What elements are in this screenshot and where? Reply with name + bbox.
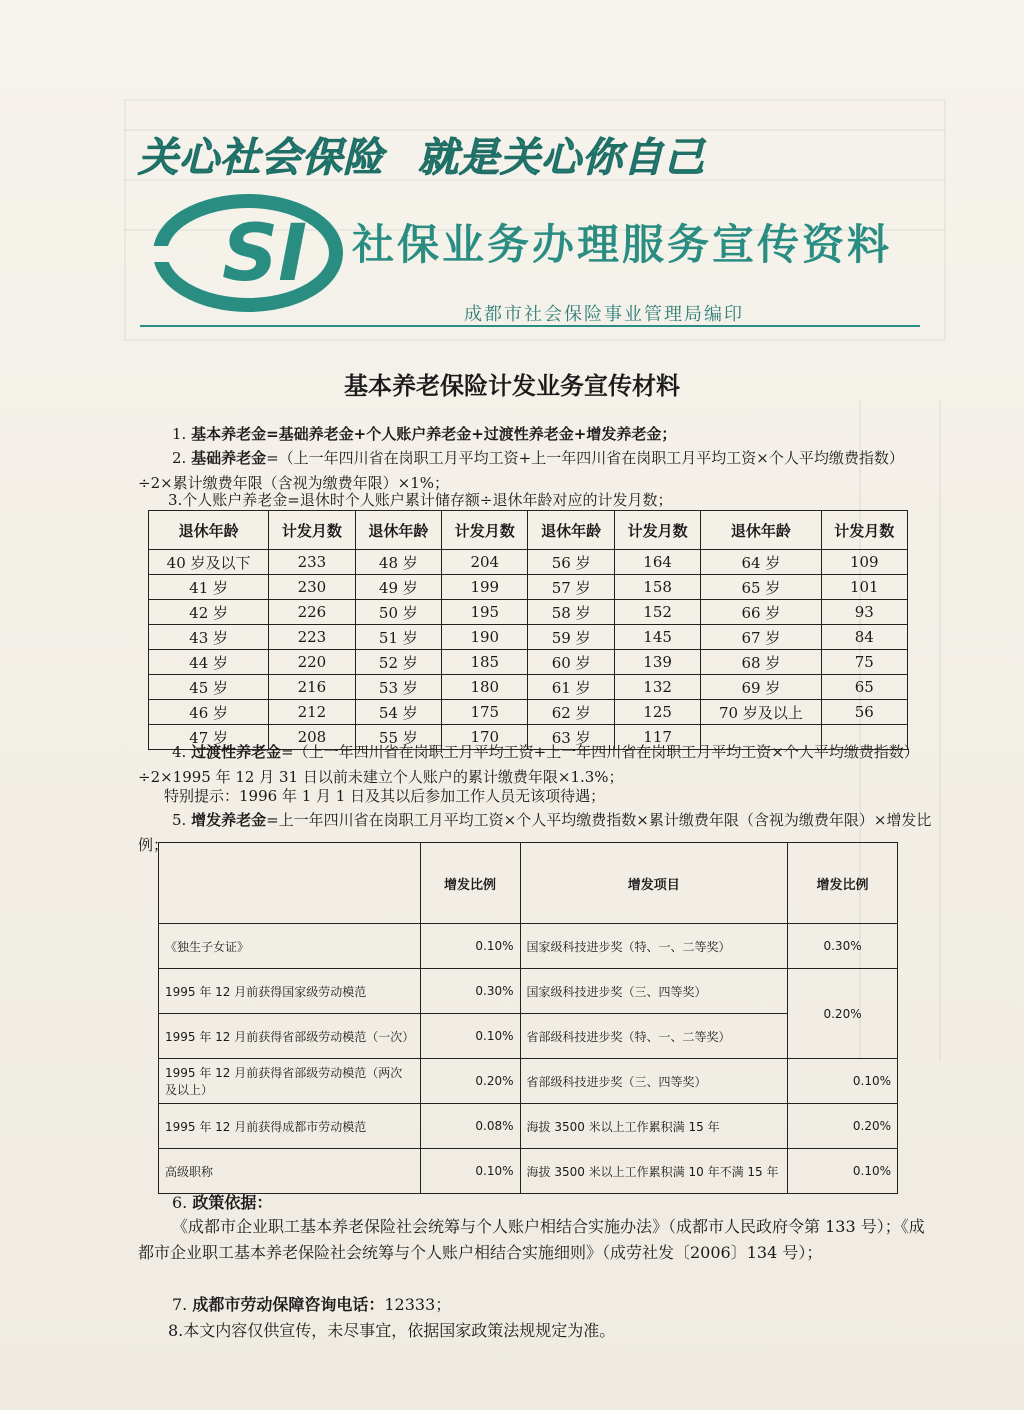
compiler-line: 成都市社会保险事业管理局编印 [464,304,744,325]
column-header: 计发月数 [614,511,700,550]
table-row [159,1059,898,1104]
table-row [149,600,908,625]
table-row [149,650,908,675]
table-cell: 175 [442,700,528,725]
table-row [159,1104,898,1149]
special-note: 特别提示：1996 年 1 月 1 日及其以后参加工作人员无该项待遇； [164,787,606,805]
item-4 [138,740,938,790]
item-4-label: 过渡性养老金 [191,743,282,761]
table-row [159,924,898,969]
table-cell: 41 岁 [149,575,269,600]
bonus-item: 国家级科技进步奖（三、四等奖） [520,969,788,1014]
table-cell: 65 [821,675,907,700]
bonus-ratio: 0.10% [420,1014,520,1059]
table-cell: 139 [614,650,700,675]
item-4-prefix: 4. [172,743,187,761]
table-cell: 40 岁及以下 [149,550,269,575]
bonus-category: 1995 年 12 月前获得国家级劳动模范 [159,969,421,1014]
table-cell: 190 [442,625,528,650]
table-cell: 117 [614,725,700,750]
slogan-part-2: 就是关心你自己 [418,135,705,181]
banner-title: 社保业务办理服务宣传资料 [352,220,893,269]
bonus-category: 1995 年 12 月前获得省部级劳动模范（两次及以上） [159,1059,421,1104]
column-header: 增发比例 [788,843,898,924]
item-2-text: =（上一年四川省在岗职工月平均工资+上一年四川省在岗职工月平均工资×个人平均缴费指数）÷2×累计缴费年限（含视为缴费年限）×1%； [138,449,904,492]
bonus-item: 海拔 3500 米以上工作累积满 10 年不满 15 年 [520,1149,788,1194]
table-cell: 65 岁 [701,575,821,600]
table-cell: 220 [269,650,355,675]
table-cell: 47 岁 [149,725,269,750]
table-cell: 75 [821,650,907,675]
bonus-ratio: 0.20% [788,1104,898,1149]
column-header: 增发项目 [520,843,788,924]
table-row [149,675,908,700]
bonus-ratio: 0.20% [420,1059,520,1104]
table-cell: 233 [269,550,355,575]
item-7-label: 成都市劳动保障咨询电话： [192,1295,385,1314]
item-6-text: 《成都市企业职工基本养老保险社会统筹与个人账户相结合实施办法》（成都市人民政府令第 133 号）；《成都市企业职工基本养老保险社会统筹与个人账户相结合实施细则》（成劳社发〔2006〕134 号）； [138,1217,925,1262]
table-cell: 51 岁 [355,625,441,650]
column-header: 退休年龄 [701,511,821,550]
column-header: 退休年龄 [528,511,614,550]
table-cell: 208 [269,725,355,750]
table-cell: 223 [269,625,355,650]
table-cell: 70 岁及以上 [701,700,821,725]
table-cell: 45 岁 [149,675,269,700]
table-cell: 204 [442,550,528,575]
item-6-heading [138,1190,938,1216]
bonus-item: 省部级科技进步奖（特、一、二等奖） [520,1014,788,1059]
table-cell: 125 [614,700,700,725]
bonus-ratio: 0.10% [788,1149,898,1194]
table-cell: 84 [821,625,907,650]
bonus-ratio: 0.30% [420,969,520,1014]
item-1 [138,422,938,447]
table-cell: 64 岁 [701,550,821,575]
table-cell: 42 岁 [149,600,269,625]
table-cell: 52 岁 [355,650,441,675]
bonus-item: 海拔 3500 米以上工作累积满 15 年 [520,1104,788,1149]
bonus-category: 《独生子女证》 [159,924,421,969]
table-cell: 93 [821,600,907,625]
table-row [159,969,898,1014]
table-cell: 68 岁 [701,650,821,675]
bonus-ratio: 0.10% [420,924,520,969]
table-row [159,1149,898,1194]
table-cell: 132 [614,675,700,700]
item-2-prefix: 2. [172,449,187,467]
bonus-ratio: 0.30% [788,924,898,969]
bonus-item: 国家级科技进步奖（特、一、二等奖） [520,924,788,969]
column-header: 退休年龄 [355,511,441,550]
table-row [149,625,908,650]
svg-text:SI: SI [222,209,308,299]
bonus-category: 1995 年 12 月前获得成都市劳动模范 [159,1104,421,1149]
table-cell: 152 [614,600,700,625]
column-header: 计发月数 [442,511,528,550]
item-2-label: 基础养老金 [191,449,267,467]
table-cell: 59 岁 [528,625,614,650]
table-cell: 199 [442,575,528,600]
table-cell: 109 [821,550,907,575]
table-cell: 226 [269,600,355,625]
table-row [149,700,908,725]
table-cell: 56 岁 [528,550,614,575]
column-header: 增发比例 [420,843,520,924]
table-cell: 44 岁 [149,650,269,675]
bonus-ratio: 0.08% [420,1104,520,1149]
table-cell: 230 [269,575,355,600]
header-divider [140,325,920,327]
bonus-ratio: 0.10% [788,1059,898,1104]
table-cell: 55 岁 [355,725,441,750]
table-row [149,550,908,575]
table-cell: 62 岁 [528,700,614,725]
bonus-category: 高级职称 [159,1149,421,1194]
table-row [149,575,908,600]
consult-phone: 12333； [384,1295,452,1314]
table-cell: 170 [442,725,528,750]
table-cell: 164 [614,550,700,575]
item-4-text: =（上一年四川省在岗职工月平均工资+上一年四川省在岗职工月平均工资×个人平均缴费指数）÷2×1995 年 12 月 31 日以前未建立个人账户的累计缴费年限×1.3%； [138,743,919,786]
table-cell: 57 岁 [528,575,614,600]
item-5-prefix: 5. [172,811,187,829]
table-cell: 180 [442,675,528,700]
table-row [159,1014,898,1059]
column-header-blank [159,843,421,924]
table-cell: 158 [614,575,700,600]
item-7-prefix: 7. [172,1295,188,1314]
item-5-text: =上一年四川省在岗职工月平均工资×个人平均缴费指数×累计缴费年限（含视为缴费年限）×增发比例； [138,811,932,854]
table-cell: 66 岁 [701,600,821,625]
table-cell: 61 岁 [528,675,614,700]
table-cell: 43 岁 [149,625,269,650]
bonus-category: 1995 年 12 月前获得省部级劳动模范（一次） [159,1014,421,1059]
table-cell: 58 岁 [528,600,614,625]
table-cell: 50 岁 [355,600,441,625]
table-cell: 69 岁 [701,675,821,700]
table-cell: 56 [821,700,907,725]
si-logo-icon [152,194,344,312]
table-cell: 46 岁 [149,700,269,725]
table-cell: 212 [269,700,355,725]
item-8: 8.本文内容仅供宣传，未尽事宜，依据国家政策法规规定为准。 [168,1321,616,1340]
table-cell: 53 岁 [355,675,441,700]
table-cell: 60 岁 [528,650,614,675]
item-3: 3.个人账户养老金=退休时个人账户累计储存额÷退休年龄对应的计发月数； [168,491,673,509]
table-cell: 54 岁 [355,700,441,725]
bonus-item: 省部级科技进步奖（三、四等奖） [520,1059,788,1104]
slogan-part-1: 关心社会保险 [138,135,384,181]
bonus-ratio: 0.20% [788,969,898,1059]
item-6-prefix: 6. [172,1193,188,1212]
table-cell: 63 岁 [528,725,614,750]
table-cell: 145 [614,625,700,650]
payout-months-table [148,510,908,750]
item-7 [138,1292,938,1318]
column-header: 计发月数 [821,511,907,550]
table-cell: 101 [821,575,907,600]
bonus-ratio: 0.10% [420,1149,520,1194]
bonus-ratio-table [158,842,898,1194]
table-cell: 216 [269,675,355,700]
item-5-label: 增发养老金 [191,811,267,829]
table-cell: 185 [442,650,528,675]
table-header-row [159,843,898,924]
page-title: 基本养老保险计发业务宣传材料 [344,372,680,400]
table-cell: 48 岁 [355,550,441,575]
column-header: 退休年龄 [149,511,269,550]
item-1-prefix: 1. [172,425,187,443]
column-header: 计发月数 [269,511,355,550]
item-1-text: 基本养老金=基础养老金+个人账户养老金+过渡性养老金+增发养老金； [191,425,677,443]
item-6-label: 政策依据： [192,1193,273,1212]
table-cell: 49 岁 [355,575,441,600]
table-cell: 195 [442,600,528,625]
table-header-row [149,511,908,550]
header-slogan [138,126,739,183]
table-cell: 67 岁 [701,625,821,650]
